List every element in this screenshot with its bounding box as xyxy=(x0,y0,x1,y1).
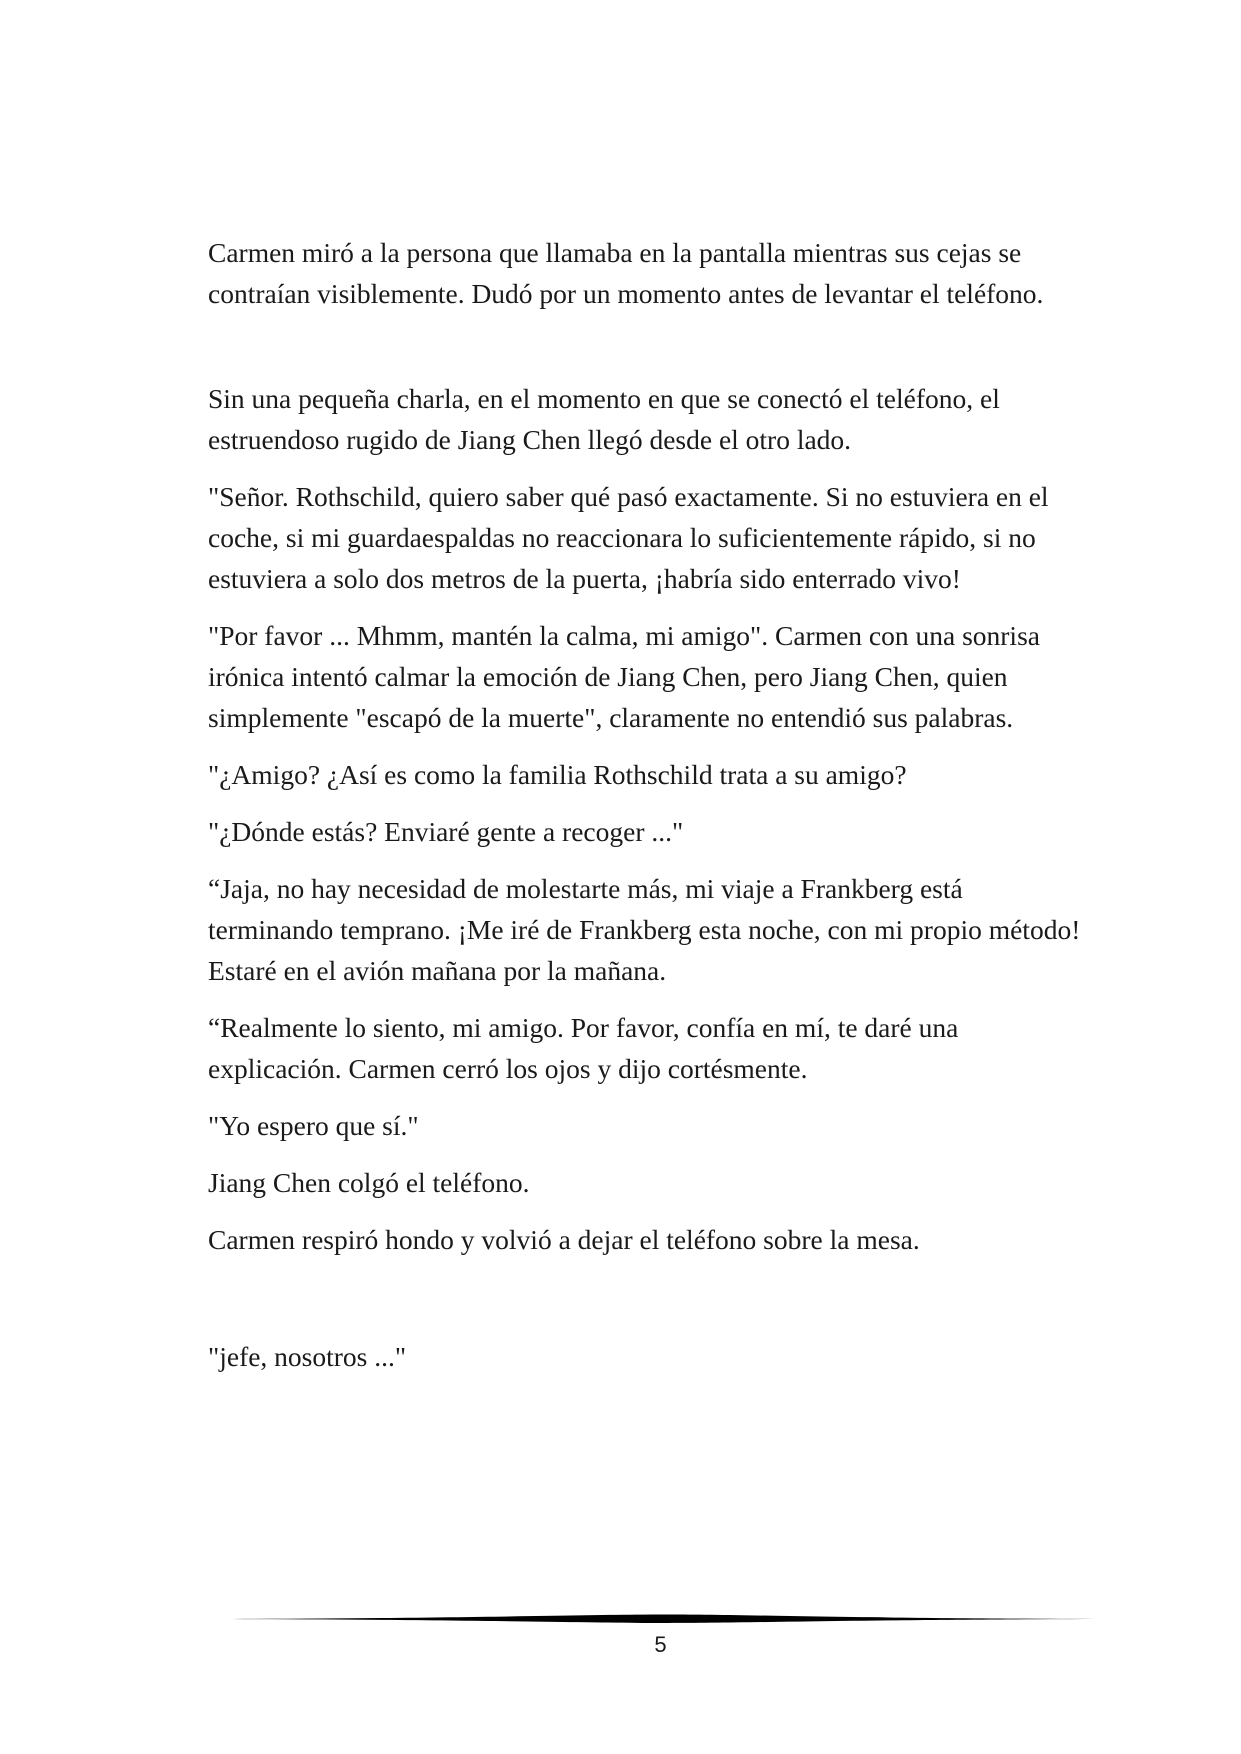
paragraph-2: Sin una pequeña charla, en el momento en que se conectó el teléfono, el estruendoso rugido de Jiang Chen llegó desde el otro lado. xyxy=(208,383,1000,455)
paragraph-11: Carmen respiró hondo y volvió a dejar el teléfono sobre la mesa. xyxy=(208,1224,920,1255)
footer-divider xyxy=(208,1612,1108,1626)
body-text xyxy=(208,232,1088,1393)
paragraph-3: "Señor. Rothschild, quiero saber qué pasó exactamente. Si no estuviera en el coche, si mi guardaespaldas no reaccionara lo suficientemente rápido, si no estuviera a solo dos metros de la puerta, ¡habría sido enterrado vivo! xyxy=(208,481,1049,594)
paragraph-9: "Yo espero que sí." xyxy=(208,1110,419,1141)
footer-divider-stroke xyxy=(208,1615,1108,1624)
paragraph-10: Jiang Chen colgó el teléfono. xyxy=(208,1167,530,1198)
page-number: 5 xyxy=(654,1632,667,1657)
paragraph-7: “Jaja, no hay necesidad de molestarte más, mi viaje a Frankberg está terminando temprano. ¡Me iré de Frankberg esta noche, con mi propio método! Estaré en el avión mañana por la mañana. xyxy=(208,873,1081,986)
paragraph-4: "Por favor ... Mhmm, mantén la calma, mi amigo". Carmen con una sonrisa irónica intentó calmar la emoción de Jiang Chen, pero Jiang Chen, quien simplemente "escapó de la muerte", claramente no entendió sus palabras. xyxy=(208,620,1040,733)
paragraph-6: "¿Dónde estás? Enviaré gente a recoger ..." xyxy=(208,816,684,847)
paragraph-5: "¿Amigo? ¿Así es como la familia Rothschild trata a su amigo? xyxy=(208,759,907,790)
paragraph-12: "jefe, nosotros ..." xyxy=(208,1341,407,1372)
paragraph-8: “Realmente lo siento, mi amigo. Por favor, confía en mí, te daré una explicación. Carmen cerró los ojos y dijo cortésmente. xyxy=(208,1012,959,1084)
paragraph-1: Carmen miró a la persona que llamaba en la pantalla mientras sus cejas se contraían visiblemente. Dudó por un momento antes de levantar el teléfono. xyxy=(208,237,1044,309)
